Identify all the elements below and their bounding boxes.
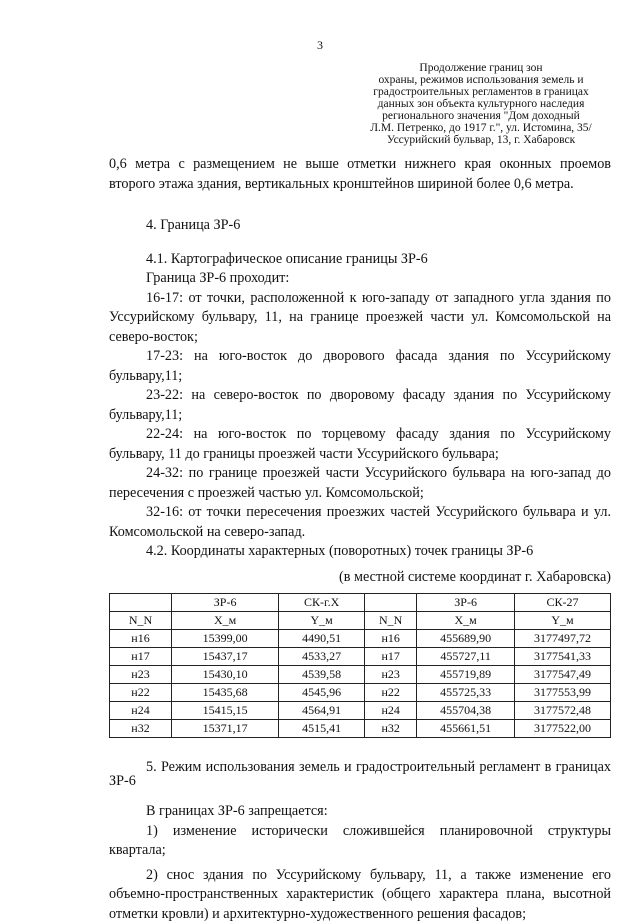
document-body bbox=[109, 155, 611, 924]
table-header-cell: ЗР-6 bbox=[171, 594, 278, 612]
table-cell: 455719,89 bbox=[417, 666, 515, 684]
table-cell: 4515,41 bbox=[279, 720, 365, 738]
table-header-cell: Y_м bbox=[279, 612, 365, 630]
header-line: охраны, режимов использования земель и bbox=[356, 74, 606, 86]
table-row bbox=[110, 666, 611, 684]
table-cell: н32 bbox=[365, 720, 417, 738]
table-cell: 3177572,48 bbox=[515, 702, 611, 720]
table-cell: 455727,11 bbox=[417, 648, 515, 666]
table-cell: 455704,38 bbox=[417, 702, 515, 720]
table-cell: 4545,96 bbox=[279, 684, 365, 702]
boundary-item: 17-23: на юго-восток до дворового фасада здания по Уссурийскому бульвару,11; bbox=[109, 347, 611, 386]
table-header-cell: N_N bbox=[365, 612, 417, 630]
table-cell: 455725,33 bbox=[417, 684, 515, 702]
table-header-cell: X_м bbox=[417, 612, 515, 630]
table-row bbox=[110, 702, 611, 720]
header-line: регионального значения "Дом доходный bbox=[356, 110, 606, 122]
table-cell: н22 bbox=[365, 684, 417, 702]
table-cell: н24 bbox=[365, 702, 417, 720]
table-cell: н24 bbox=[110, 702, 172, 720]
header-line: градостроительных регламентов в границах bbox=[356, 86, 606, 98]
subsection-4-2-title: 4.2. Координаты характерных (поворотных) точек границы ЗР-6 bbox=[109, 542, 611, 562]
table-header-row bbox=[110, 594, 611, 612]
table-cell: 3177541,33 bbox=[515, 648, 611, 666]
boundary-intro: Граница ЗР-6 проходит: bbox=[109, 269, 611, 289]
table-header-cell: N_N bbox=[110, 612, 172, 630]
table-cell: н17 bbox=[365, 648, 417, 666]
document-header bbox=[356, 62, 606, 146]
coordinate-system-note: (в местной системе координат г. Хабаровска) bbox=[109, 568, 611, 588]
table-cell: н16 bbox=[365, 630, 417, 648]
table-cell: 4490,51 bbox=[279, 630, 365, 648]
table-cell: 3177522,00 bbox=[515, 720, 611, 738]
table-cell: 455661,51 bbox=[417, 720, 515, 738]
table-cell: н23 bbox=[365, 666, 417, 684]
table-row bbox=[110, 630, 611, 648]
table-header-cell: ЗР-6 bbox=[417, 594, 515, 612]
header-line: Л.М. Петренко, до 1917 г.", ул. Истомина, 35/ bbox=[356, 122, 606, 134]
table-header-cell: Y_м bbox=[515, 612, 611, 630]
table-cell: 4539,58 bbox=[279, 666, 365, 684]
subsection-4-1-title: 4.1. Картографическое описание границы ЗР-6 bbox=[109, 250, 611, 270]
table-cell: 4564,91 bbox=[279, 702, 365, 720]
table-cell: 3177547,49 bbox=[515, 666, 611, 684]
table-cell: н16 bbox=[110, 630, 172, 648]
table-cell: н17 bbox=[110, 648, 172, 666]
continuation-paragraph: 0,6 метра с размещением не выше отметки нижнего края оконных проемов второго этажа здания, вертикальных кронштейнов шириной более 0,6 метра. bbox=[109, 155, 611, 194]
boundary-item: 32-16: от точки пересечения проезжих частей Уссурийского бульвара и ул. Комсомольской на северо-запад. bbox=[109, 503, 611, 542]
boundary-item: 23-22: на северо-восток по дворовому фасаду здания по Уссурийскому бульвару,11; bbox=[109, 386, 611, 425]
table-header-cell: X_м bbox=[171, 612, 278, 630]
table-cell: 4533,27 bbox=[279, 648, 365, 666]
table-cell: 3177497,72 bbox=[515, 630, 611, 648]
header-line: Продолжение границ зон bbox=[356, 62, 606, 74]
table-cell: 15415,15 bbox=[171, 702, 278, 720]
table-header-row bbox=[110, 612, 611, 630]
page-number: 3 bbox=[0, 38, 640, 53]
table-cell: н22 bbox=[110, 684, 172, 702]
prohibition-item: 1) изменение исторически сложившейся планировочной структуры квартала; bbox=[109, 822, 611, 861]
table-cell: 15430,10 bbox=[171, 666, 278, 684]
table-cell: 15435,68 bbox=[171, 684, 278, 702]
table-cell: 15371,17 bbox=[171, 720, 278, 738]
prohibition-item: 2) снос здания по Уссурийскому бульвару, 11, а также изменение его объемно-пространственных характеристик (общего характера плана, высотной отметки кровли) и архитектурно-художественного решения фасадов; bbox=[109, 866, 611, 924]
boundary-item: 24-32: по границе проезжей части Уссурийского бульвара на юго-запад до пересечения с проезжей частью ул. Комсомольской; bbox=[109, 464, 611, 503]
table-cell: 15437,17 bbox=[171, 648, 278, 666]
table-cell: н23 bbox=[110, 666, 172, 684]
header-line: данных зон объекта культурного наследия bbox=[356, 98, 606, 110]
table-row bbox=[110, 684, 611, 702]
table-cell: 455689,90 bbox=[417, 630, 515, 648]
table-header-cell: СК-27 bbox=[515, 594, 611, 612]
table-row bbox=[110, 720, 611, 738]
section-5-title: 5. Режим использования земель и градостроительный регламент в границах ЗР-6 bbox=[109, 760, 611, 788]
header-line: Уссурийский бульвар, 13, г. Хабаровск bbox=[356, 134, 606, 146]
table-cell: 3177553,99 bbox=[515, 684, 611, 702]
table-header-cell bbox=[110, 594, 172, 612]
prohibited-intro: В границах ЗР-6 запрещается: bbox=[109, 802, 611, 822]
table-header-cell bbox=[365, 594, 417, 612]
table-cell: н32 bbox=[110, 720, 172, 738]
table-cell: 15399,00 bbox=[171, 630, 278, 648]
table-header-cell: СК-г.Х bbox=[279, 594, 365, 612]
section-4-title: 4. Граница ЗР-6 bbox=[109, 216, 611, 236]
boundary-item: 16-17: от точки, расположенной к юго-западу от западного угла здания по Уссурийскому бульвару, 11, на границе проезжей части ул. Комсомольской на северо-восток; bbox=[109, 289, 611, 348]
boundary-item: 22-24: на юго-восток по торцевому фасаду здания по Уссурийскому бульвару, 11 до границы проезжей части Уссурийского бульвара; bbox=[109, 425, 611, 464]
coordinates-table bbox=[109, 593, 611, 738]
table-row bbox=[110, 648, 611, 666]
